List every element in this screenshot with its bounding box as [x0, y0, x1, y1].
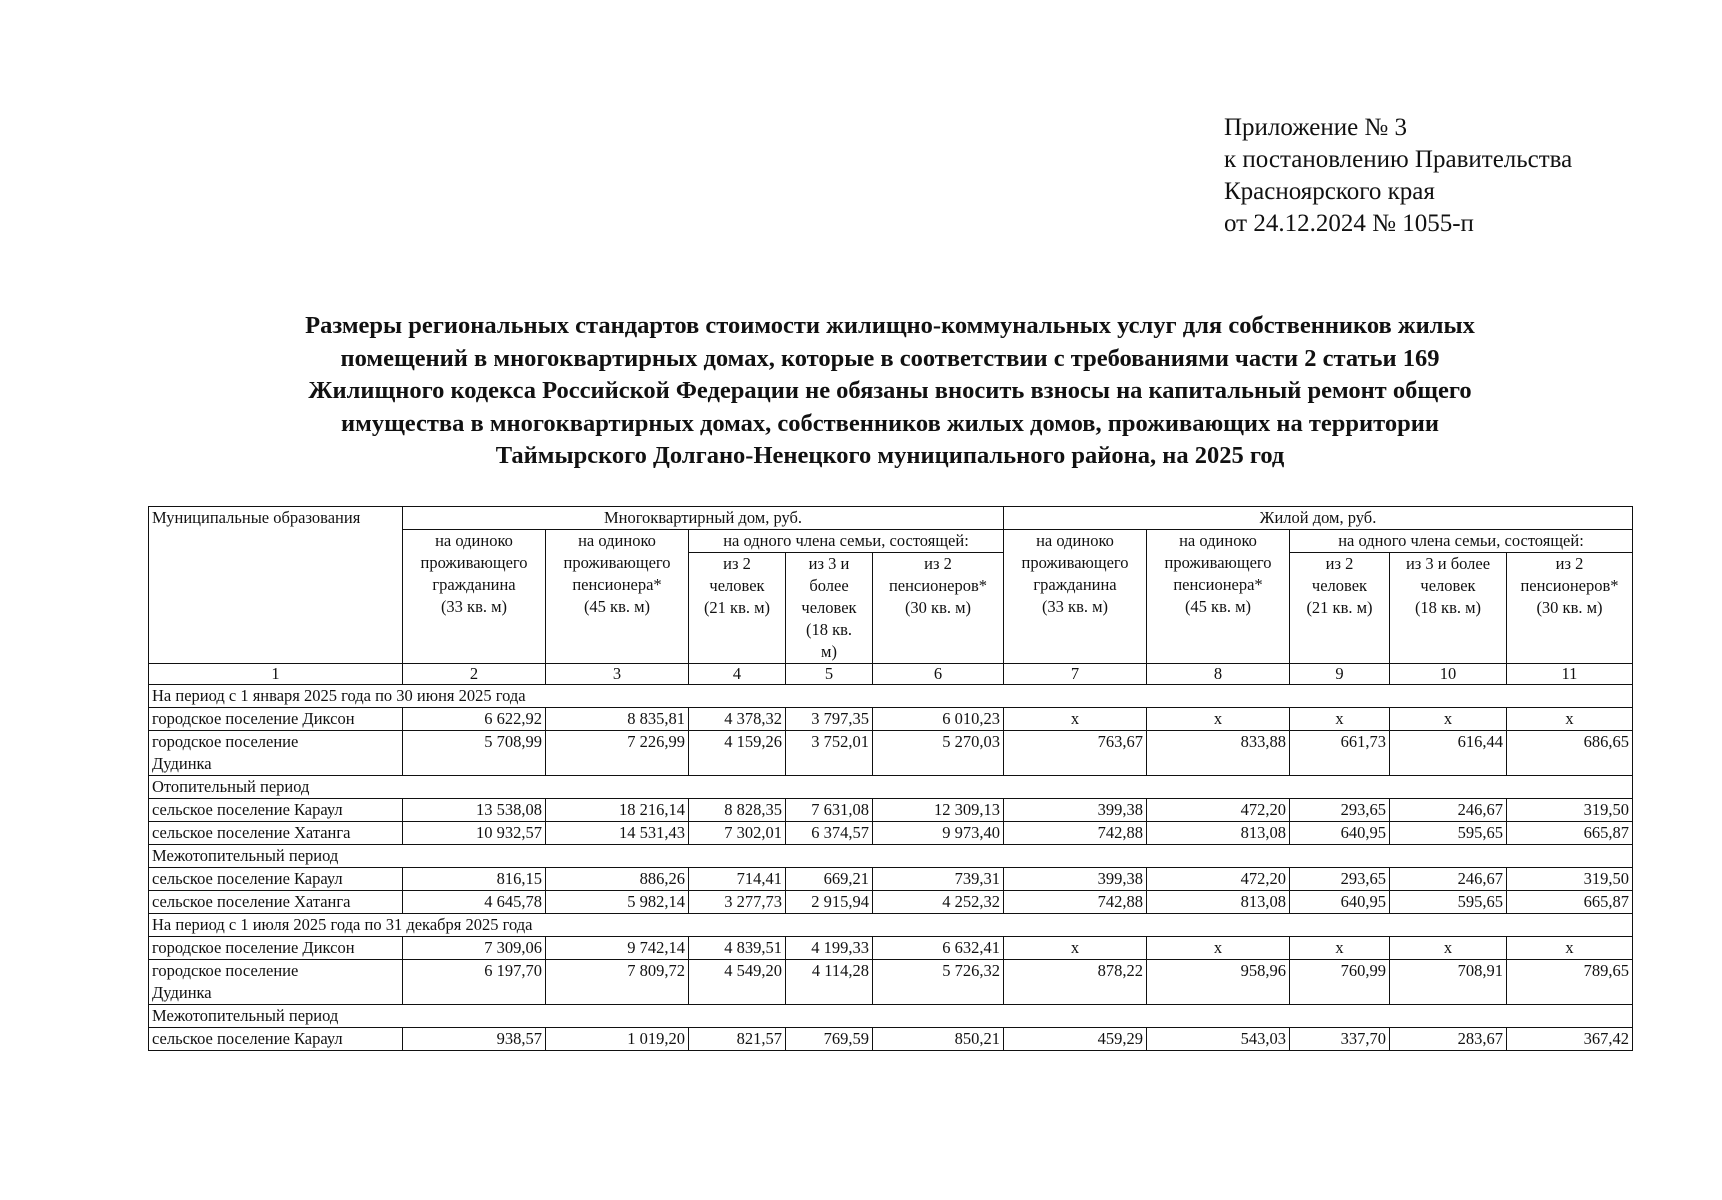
header-text: на одиноко	[1179, 531, 1257, 550]
value-cell: 7 302,01	[689, 822, 786, 845]
value-cell: 742,88	[1004, 891, 1147, 914]
column-number: 6	[873, 664, 1004, 685]
value-cell: 5 726,32	[873, 960, 1004, 1005]
value-cell: х	[1004, 708, 1147, 731]
value-cell: 9 742,14	[546, 937, 689, 960]
municipality-name: сельское поселение Караул	[149, 868, 403, 891]
value-cell: 13 538,08	[403, 799, 546, 822]
column-number: 2	[403, 664, 546, 685]
appendix-line: к постановлению Правительства	[1224, 146, 1573, 173]
header-text: на одиноко	[435, 531, 513, 550]
appendix-line: Красноярского края	[1224, 178, 1435, 205]
municipality-name	[149, 731, 403, 776]
value-cell: 4 645,78	[403, 891, 546, 914]
document-title	[190, 310, 1590, 473]
value-cell: 669,21	[786, 868, 873, 891]
value-cell: 665,87	[1507, 891, 1633, 914]
value-cell: 4 159,26	[689, 731, 786, 776]
value-cell: 816,15	[403, 868, 546, 891]
value-cell: х	[1507, 708, 1633, 731]
value-cell: 742,88	[1004, 822, 1147, 845]
value-cell: 595,65	[1390, 891, 1507, 914]
section-row	[149, 845, 1633, 868]
table-row	[149, 868, 1633, 891]
header-text: из 2	[924, 554, 952, 573]
value-cell: 4 549,20	[689, 960, 786, 1005]
header-text: из 3 и	[808, 554, 850, 573]
value-cell: 3 752,01	[786, 731, 873, 776]
apartment-header: Многоквартирный дом, руб.	[403, 507, 1004, 530]
header-text: пенсионеров*	[1520, 576, 1619, 595]
family-member-header: на одного члена семьи, состоящей:	[689, 530, 1004, 553]
value-cell: 686,65	[1507, 731, 1633, 776]
appendix-line: от 24.12.2024 № 1055-п	[1224, 210, 1474, 237]
value-cell: 4 252,32	[873, 891, 1004, 914]
value-cell: 12 309,13	[873, 799, 1004, 822]
header-text: на одиноко	[578, 531, 656, 550]
value-cell: 665,87	[1507, 822, 1633, 845]
header-text: (18 кв. м)	[1414, 598, 1482, 617]
value-cell: 708,91	[1390, 960, 1507, 1005]
column-number: 10	[1390, 664, 1507, 685]
value-cell: 7 226,99	[546, 731, 689, 776]
value-cell: 886,26	[546, 868, 689, 891]
value-cell: х	[1390, 937, 1507, 960]
standards-table	[148, 506, 1633, 1051]
value-cell: 399,38	[1004, 799, 1147, 822]
value-cell: 6 374,57	[786, 822, 873, 845]
value-cell: 459,29	[1004, 1028, 1147, 1051]
value-cell: 789,65	[1507, 960, 1633, 1005]
value-cell: 1 019,20	[546, 1028, 689, 1051]
appendix-header	[1224, 112, 1572, 240]
value-cell: 763,67	[1004, 731, 1147, 776]
value-cell: 8 835,81	[546, 708, 689, 731]
of2-header	[1290, 553, 1390, 664]
header-text: на одиноко	[1036, 531, 1114, 550]
value-cell: 7 631,08	[786, 799, 873, 822]
title-line: имущества в многоквартирных домах, собственников жилых домов, проживающих на территории	[341, 409, 1439, 437]
value-cell: 293,65	[1290, 799, 1390, 822]
header-row-1	[149, 507, 1633, 530]
header-text: из 2	[723, 554, 751, 573]
value-cell: 283,67	[1390, 1028, 1507, 1051]
value-cell: 246,67	[1390, 799, 1507, 822]
value-cell: 10 932,57	[403, 822, 546, 845]
value-cell: х	[1290, 708, 1390, 731]
municipality-name: городское поселение Диксон	[149, 708, 403, 731]
value-cell: 5 708,99	[403, 731, 546, 776]
value-cell: 293,65	[1290, 868, 1390, 891]
table-row	[149, 822, 1633, 845]
municipality-name	[149, 960, 403, 1005]
header-text: (45 кв. м)	[583, 597, 651, 616]
value-cell: 367,42	[1507, 1028, 1633, 1051]
value-cell: 4 199,33	[786, 937, 873, 960]
value-cell: х	[1147, 708, 1290, 731]
value-cell: 714,41	[689, 868, 786, 891]
value-cell: 472,20	[1147, 799, 1290, 822]
municipality-name: городское поселение Диксон	[149, 937, 403, 960]
section-heading: Отопительный период	[149, 776, 1633, 799]
value-cell: 739,31	[873, 868, 1004, 891]
value-cell: 769,59	[786, 1028, 873, 1051]
title-line: Таймырского Долгано-Ненецкого муниципального района, на 2025 год	[495, 442, 1285, 469]
section-heading: Межотопительный период	[149, 1005, 1633, 1028]
value-cell: 595,65	[1390, 822, 1507, 845]
of3-header	[1390, 553, 1507, 664]
column-number: 9	[1290, 664, 1390, 685]
of2-pensioners-header	[873, 553, 1004, 664]
column-number: 8	[1147, 664, 1290, 685]
single-pensioner-header	[546, 530, 689, 664]
header-text: (18 кв.	[805, 620, 853, 639]
value-cell: 661,73	[1290, 731, 1390, 776]
value-cell: 5 270,03	[873, 731, 1004, 776]
table-row	[149, 799, 1633, 822]
value-cell: 958,96	[1147, 960, 1290, 1005]
value-cell: 6 010,23	[873, 708, 1004, 731]
value-cell: 7 309,06	[403, 937, 546, 960]
value-cell: 399,38	[1004, 868, 1147, 891]
value-cell: 850,21	[873, 1028, 1004, 1051]
value-cell: 938,57	[403, 1028, 546, 1051]
value-cell: 813,08	[1147, 891, 1290, 914]
value-cell: 640,95	[1290, 822, 1390, 845]
header-text: (21 кв. м)	[703, 598, 771, 617]
single-pensioner-header	[1147, 530, 1290, 664]
header-text: (30 кв. м)	[904, 598, 972, 617]
column-number: 5	[786, 664, 873, 685]
value-cell: 7 809,72	[546, 960, 689, 1005]
title-line: Жилищного кодекса Российской Федерации не обязаны вносить взносы на капитальный ремонт общего	[308, 377, 1472, 404]
name-line: Дудинка	[152, 983, 212, 1002]
value-cell: 337,70	[1290, 1028, 1390, 1051]
single-citizen-header	[1004, 530, 1147, 664]
value-cell: 4 839,51	[689, 937, 786, 960]
table-row	[149, 937, 1633, 960]
value-cell: 6 197,70	[403, 960, 546, 1005]
header-text: (33 кв. м)	[440, 597, 508, 616]
header-text: человек	[1311, 576, 1368, 595]
header-text: более	[809, 576, 849, 595]
header-text: из 2	[1325, 554, 1354, 573]
section-heading: На период с 1 января 2025 года по 30 июня 2025 года	[149, 685, 1633, 708]
value-cell: х	[1290, 937, 1390, 960]
of2-header	[689, 553, 786, 664]
value-cell: 6 622,92	[403, 708, 546, 731]
name-line: Дудинка	[152, 754, 212, 773]
value-cell: х	[1390, 708, 1507, 731]
header-text: человек	[709, 576, 765, 595]
value-cell: 543,03	[1147, 1028, 1290, 1051]
value-cell: 472,20	[1147, 868, 1290, 891]
table-row	[149, 891, 1633, 914]
header-text: гражданина	[432, 575, 516, 594]
value-cell: 5 982,14	[546, 891, 689, 914]
value-cell: 8 828,35	[689, 799, 786, 822]
header-text: пенсионеров*	[888, 576, 988, 595]
header-text: проживающего	[1164, 553, 1272, 572]
header-text: (33 кв. м)	[1041, 597, 1109, 616]
section-heading: Межотопительный период	[149, 845, 1633, 868]
single-citizen-header	[403, 530, 546, 664]
value-cell: 319,50	[1507, 868, 1633, 891]
column-number: 4	[689, 664, 786, 685]
section-row	[149, 776, 1633, 799]
value-cell: х	[1147, 937, 1290, 960]
value-cell: 9 973,40	[873, 822, 1004, 845]
value-cell: 3 277,73	[689, 891, 786, 914]
header-text: из 3 и более	[1405, 554, 1491, 573]
column-number: 7	[1004, 664, 1147, 685]
header-text: человек	[801, 598, 857, 617]
title-line: Размеры региональных стандартов стоимости жилищно-коммунальных услуг для собственников жилых	[305, 312, 1475, 339]
of3-header	[786, 553, 873, 664]
column-number: 3	[546, 664, 689, 685]
section-row	[149, 914, 1633, 937]
table-row	[149, 708, 1633, 731]
name-line: городское поселение	[152, 732, 299, 751]
value-cell: 246,67	[1390, 868, 1507, 891]
header-text: (45 кв. м)	[1184, 597, 1252, 616]
municipality-name: сельское поселение Караул	[149, 1028, 403, 1051]
table-row	[149, 960, 1633, 1005]
name-line: городское поселение	[152, 961, 299, 980]
value-cell: х	[1507, 937, 1633, 960]
family-member-header: на одного члена семьи, состоящей:	[1290, 530, 1633, 553]
municipality-name: сельское поселение Хатанга	[149, 822, 403, 845]
value-cell: 833,88	[1147, 731, 1290, 776]
value-cell: 2 915,94	[786, 891, 873, 914]
value-cell: 821,57	[689, 1028, 786, 1051]
appendix-line: Приложение № 3	[1224, 114, 1408, 141]
header-text: проживающего	[1021, 553, 1129, 572]
title-line: помещений в многоквартирных домах, которые в соответствии с требованиями части 2 статьи 169	[340, 344, 1440, 372]
header-text: гражданина	[1033, 575, 1117, 594]
header-text: м)	[821, 642, 837, 661]
header-text: пенсионера*	[1173, 575, 1263, 594]
municipality-name: сельское поселение Хатанга	[149, 891, 403, 914]
municipal-header: Муниципальные образования	[149, 507, 403, 664]
header-text: пенсионера*	[572, 575, 662, 594]
value-cell: 319,50	[1507, 799, 1633, 822]
section-row	[149, 685, 1633, 708]
header-text: из 2	[1555, 554, 1584, 573]
value-cell: 878,22	[1004, 960, 1147, 1005]
value-cell: 616,44	[1390, 731, 1507, 776]
table-row	[149, 731, 1633, 776]
header-text: человек	[1420, 576, 1476, 595]
section-heading: На период с 1 июля 2025 года по 31 декабря 2025 года	[149, 914, 1633, 937]
header-text: (30 кв. м)	[1536, 598, 1603, 617]
house-header: Жилой дом, руб.	[1004, 507, 1633, 530]
header-text: проживающего	[420, 553, 528, 572]
municipality-name: сельское поселение Караул	[149, 799, 403, 822]
value-cell: 4 114,28	[786, 960, 873, 1005]
value-cell: 640,95	[1290, 891, 1390, 914]
column-number-row	[149, 664, 1633, 685]
value-cell: 813,08	[1147, 822, 1290, 845]
value-cell: 3 797,35	[786, 708, 873, 731]
table-row	[149, 1028, 1633, 1051]
of2-pensioners-header	[1507, 553, 1633, 664]
value-cell: 18 216,14	[546, 799, 689, 822]
value-cell: 4 378,32	[689, 708, 786, 731]
header-text: проживающего	[563, 553, 671, 572]
column-number: 11	[1507, 664, 1633, 685]
column-number: 1	[149, 664, 403, 685]
section-row	[149, 1005, 1633, 1028]
header-text: (21 кв. м)	[1306, 598, 1373, 617]
value-cell: 760,99	[1290, 960, 1390, 1005]
value-cell: х	[1004, 937, 1147, 960]
value-cell: 6 632,41	[873, 937, 1004, 960]
value-cell: 14 531,43	[546, 822, 689, 845]
